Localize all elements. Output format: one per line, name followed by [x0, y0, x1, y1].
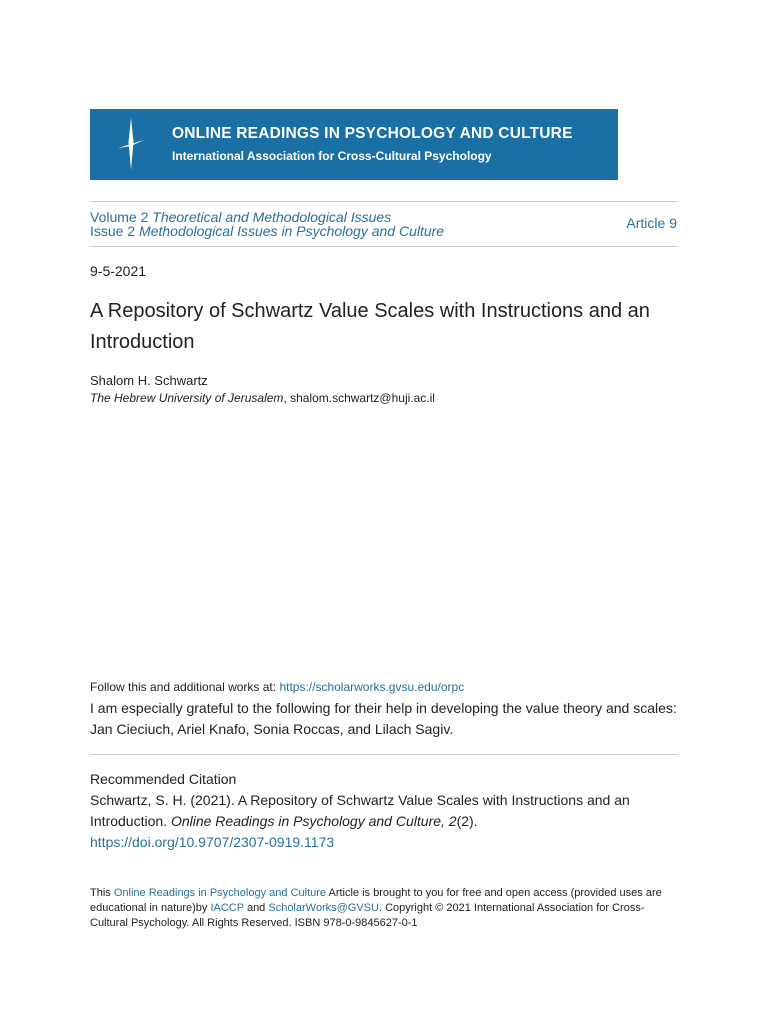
author-email: , shalom.schwartz@huji.ac.il [283, 391, 435, 405]
divider [90, 246, 678, 247]
citation-doi-link[interactable]: https://doi.org/10.9707/2307-0919.1173 [90, 834, 335, 850]
divider [90, 201, 678, 202]
author-affiliation [90, 391, 435, 405]
volume-label[interactable]: Volume 2 [90, 209, 149, 225]
citation-journal: Online Readings in Psychology and Culture, 2 [170, 813, 457, 829]
citation-text [90, 790, 650, 853]
footer-notice [90, 886, 670, 931]
article-title: A Repository of Schwartz Value Scales with Instructions and an Introduction [90, 300, 650, 353]
issue-title[interactable]: Methodological Issues in Psychology and Culture [139, 223, 445, 239]
citation-heading: Recommended Citation [90, 771, 237, 787]
journal-banner [90, 109, 618, 180]
footer-text-4: . Copyright © 2021 International Association for Cross-Cultural Psychology. All Rights Reserved. ISBN 978-0-9845627-0-1 [90, 902, 645, 929]
acknowledgement: I am especially grateful to the following for their help in developing the value theory and scales: Jan Cieciuch, Ariel Knafo, Sonia Roccas, and Lilach Sagiv. [90, 700, 677, 737]
article-link[interactable]: Article 9 [626, 215, 677, 231]
author-name: Shalom H. Schwartz [90, 373, 208, 388]
publication-date: 9-5-2021 [90, 263, 147, 279]
footer-text-2: Article is brought to you for free and open access (provided uses are educational in nature)by [90, 887, 662, 914]
footer-journal-link[interactable]: Online Readings in Psychology and Culture [113, 887, 327, 899]
follow-link[interactable]: https://scholarworks.gvsu.edu/orpc [279, 680, 465, 694]
banner-title: ONLINE READINGS IN PSYCHOLOGY AND CULTURE [172, 125, 573, 142]
banner-subtitle: International Association for Cross-Cultural Psychology [172, 149, 492, 163]
footer-scholarworks-link[interactable]: ScholarWorks@GVSU [268, 902, 379, 914]
volume-title[interactable]: Theoretical and Methodological Issues [152, 209, 392, 225]
footer-text-3: and [243, 902, 269, 914]
follow-prefix: Follow this and additional works at: [90, 680, 280, 694]
citation-body: Schwartz, S. H. (2021). A Repository of Schwartz Value Scales with Instructions and an Introduction. [90, 792, 630, 829]
follow-line [90, 680, 464, 694]
issue-label[interactable]: Issue 2 [90, 223, 136, 239]
citation-issue: (2). [456, 813, 478, 829]
footer-iaccp-link[interactable]: IACCP [210, 902, 244, 914]
star-compass-icon [114, 118, 148, 170]
volume-line[interactable] [90, 210, 391, 224]
divider [90, 754, 678, 755]
issue-line[interactable] [90, 224, 444, 238]
author-institution: The Hebrew University of Jerusalem [90, 391, 284, 405]
footer-text-1: This [90, 887, 114, 899]
